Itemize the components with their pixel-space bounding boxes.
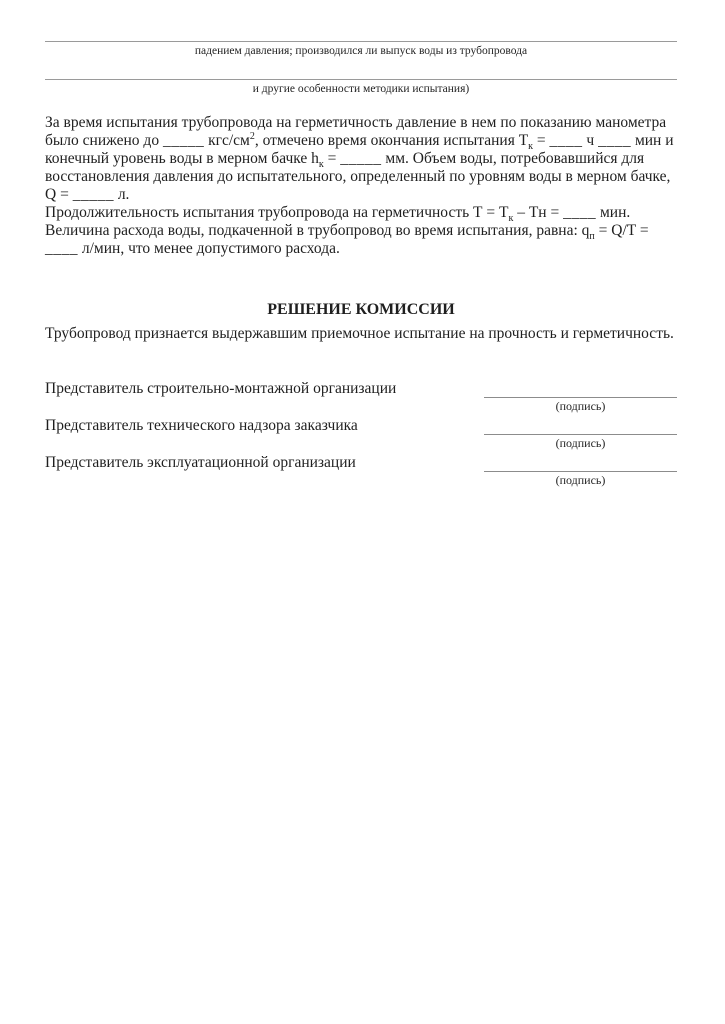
text-run: л. <box>113 186 130 203</box>
signature-block <box>484 417 677 450</box>
signature-line <box>484 417 677 435</box>
signature-line <box>484 380 677 398</box>
subscript: к <box>508 213 514 225</box>
blank-field: ____ <box>549 132 583 149</box>
text-run: , отмечено время окончания испытания Т <box>254 132 529 149</box>
text-run: л/мин, что менее допустимого расхода. <box>78 240 340 257</box>
blank-field: _____ <box>340 150 382 167</box>
decision-statement: Трубопровод признается выдержавшим приемочное испытание на прочность и герметичность. <box>45 325 674 342</box>
fill-in-caption-1: падением давления; производился ли выпуск воды из трубопровода <box>194 45 528 57</box>
signature-label: Представитель строительно-монтажной организации <box>45 380 397 397</box>
paragraph-test-duration <box>45 204 677 258</box>
fill-in-rule-2 <box>45 79 677 80</box>
blank-field: _____ <box>72 186 114 203</box>
signature-block <box>484 454 677 487</box>
text-run: = <box>323 150 341 167</box>
paragraph-test-measurements <box>45 114 677 204</box>
signature-label: Представитель эксплуатационной организации <box>45 454 356 471</box>
superscript: 2 <box>249 130 255 142</box>
blank-field: ____ <box>563 204 597 221</box>
text-run: = Q/T = <box>594 222 649 239</box>
signature-label: Представитель технического надзора заказчика <box>45 417 358 434</box>
text-run: = <box>533 132 550 149</box>
document-content <box>45 0 677 491</box>
signature-row-operating-org <box>45 454 677 487</box>
fill-in-caption-2: и другие особенности методики испытания) <box>252 83 470 95</box>
signature-caption: (подпись) <box>555 399 606 413</box>
text-run: мм. Объем воды, потребовавшийся для восстановления давления до испытательного, определенный по уровням воды в мерном бачке, Q = <box>45 150 671 203</box>
text-run: ч <box>582 132 599 149</box>
signature-caption: (подпись) <box>555 436 606 450</box>
blank-field: ____ <box>598 132 632 149</box>
text-run: Продолжительность испытания трубопровода на герметичность Т = Т <box>45 204 509 221</box>
text-run: За время испытания трубопровода на герметичность давление в нем по показанию манометра было снижено до <box>45 114 667 149</box>
signature-block <box>484 380 677 413</box>
text-run: мин. Величина расхода воды, подкаченной в трубопровод во время испытания, равна: q <box>45 204 631 239</box>
commission-decision-heading: РЕШЕНИЕ КОМИССИИ <box>267 301 455 318</box>
blank-field: _____ <box>162 132 205 149</box>
subscript: к <box>318 159 324 171</box>
signature-line <box>484 454 677 472</box>
subscript: к <box>528 141 534 153</box>
text-run: кгс/см <box>204 132 250 149</box>
signature-row-construction <box>45 380 677 413</box>
subscript: п <box>589 231 595 243</box>
blank-field: ____ <box>45 240 78 257</box>
signature-section <box>45 380 677 487</box>
text-run: – Тн = <box>513 204 564 221</box>
fill-in-rule-1 <box>45 41 677 42</box>
text-run: мин и конечный уровень воды в мерном бачке h <box>45 132 674 167</box>
signature-caption: (подпись) <box>555 473 606 487</box>
signature-row-technical-supervision <box>45 417 677 450</box>
